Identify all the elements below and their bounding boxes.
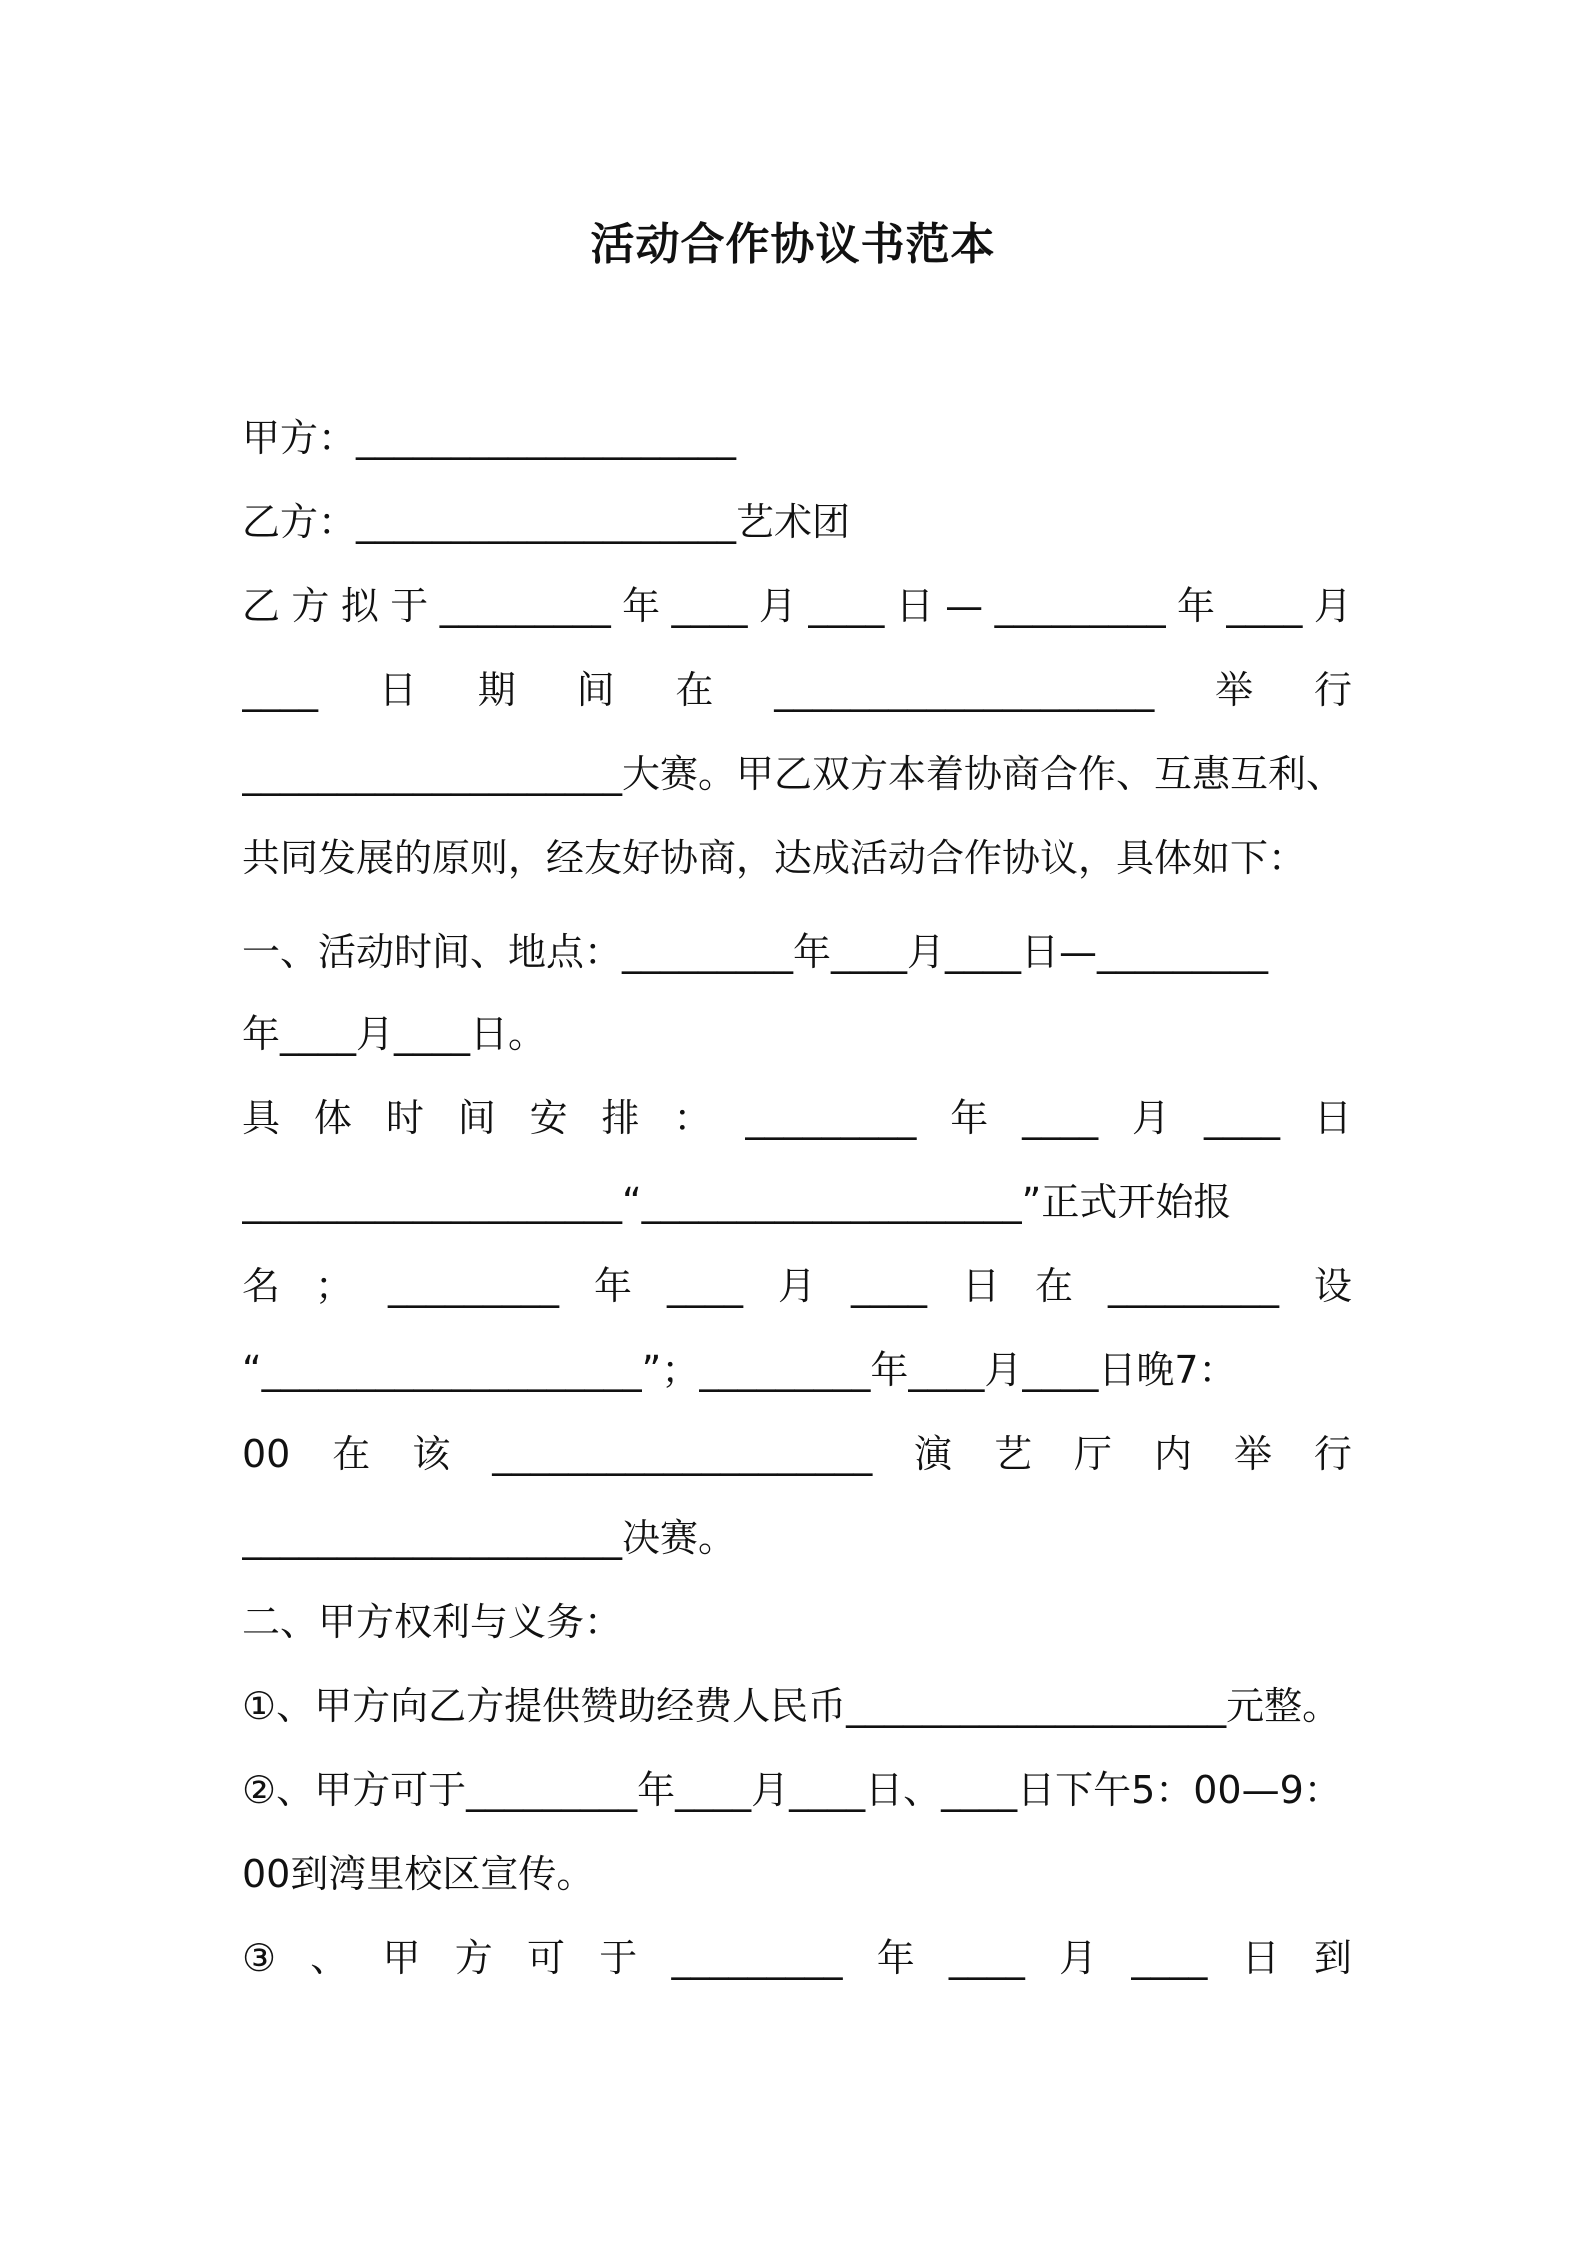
text-token: 于: [390, 584, 429, 628]
text-token: 于: [599, 1936, 638, 1980]
paragraph-line: 00到湾里校区宣传。: [242, 1852, 595, 1896]
text-token: _________: [745, 1096, 917, 1140]
text-token: 月: [758, 584, 797, 628]
text-token: ____________________: [774, 668, 1155, 712]
text-token: 体: [313, 1096, 352, 1140]
text-token: ：: [673, 1096, 712, 1140]
text-token: 演: [914, 1432, 953, 1476]
text-token: 日: [1313, 1096, 1352, 1140]
section-heading-line: 二、甲方权利与义务：: [242, 1600, 623, 1644]
text-token: 时: [385, 1096, 424, 1140]
text-token: 可: [527, 1936, 566, 1980]
text-token: 名: [242, 1264, 281, 1308]
party-b-line: 乙方：____________________艺术团: [242, 500, 851, 544]
text-token: ____: [948, 1936, 1025, 1980]
text-token: 年: [876, 1936, 915, 1980]
text-token: 排: [601, 1096, 640, 1140]
text-token: 月: [1059, 1936, 1098, 1980]
paragraph-line: 共同发展的原则，经友好协商，达成活动合作协议，具体如下：: [242, 836, 1307, 880]
text-token: 间: [457, 1096, 496, 1140]
text-token: _________: [439, 584, 611, 628]
paragraph-line: ②、甲方可于_________年____月____日、____日下午5：00—9：: [242, 1768, 1342, 1812]
text-token: 年: [622, 584, 661, 628]
text-token: ____: [242, 668, 318, 712]
paragraph-line: [242, 1090, 1352, 1146]
text-token: 日: [378, 668, 417, 712]
paragraph-line: [242, 1930, 1352, 1986]
text-token: ____: [850, 1264, 927, 1308]
text-token: 年: [950, 1096, 989, 1140]
text-token: 期: [477, 668, 516, 712]
text-token: 甲: [382, 1936, 421, 1980]
text-token: 月: [777, 1264, 816, 1308]
text-token: 方: [454, 1936, 493, 1980]
text-token: _________: [1107, 1264, 1279, 1308]
party-a-line: 甲方：____________________: [242, 416, 737, 460]
text-token: 、: [310, 1936, 349, 1980]
paragraph-line: 年____月____日。: [242, 1012, 547, 1056]
text-token: 艺: [994, 1432, 1033, 1476]
text-token: ____: [1131, 1936, 1208, 1980]
text-token: _________: [388, 1264, 559, 1308]
text-token: ____: [1226, 584, 1303, 628]
text-token: ____: [666, 1264, 743, 1308]
document-title: 活动合作协议书范本: [590, 219, 996, 270]
text-token: 年: [1176, 584, 1215, 628]
text-token: ；: [315, 1264, 354, 1308]
paragraph-line: “____________________”；_________年____月____日晚7：: [242, 1348, 1237, 1392]
text-token: 日: [895, 584, 934, 628]
text-token: ③: [242, 1936, 277, 1980]
paragraph-line: [242, 578, 1352, 634]
paragraph-line: [242, 1426, 1352, 1482]
text-token: 乙: [242, 584, 281, 628]
text-token: ____: [671, 584, 748, 628]
text-token: 月: [1313, 584, 1352, 628]
text-token: 内: [1154, 1432, 1193, 1476]
text-token: 行: [1313, 668, 1352, 712]
text-token: 在: [675, 668, 714, 712]
text-token: 举: [1233, 1432, 1272, 1476]
text-token: 月: [1132, 1096, 1171, 1140]
text-token: ____: [1203, 1096, 1280, 1140]
paragraph-line: ____________________“____________________”正式开始报: [242, 1180, 1232, 1224]
text-token: 方: [291, 584, 330, 628]
text-token: 设: [1313, 1264, 1352, 1308]
text-token: 00: [242, 1432, 291, 1476]
text-token: 拟: [340, 584, 379, 628]
text-token: ____: [1022, 1096, 1099, 1140]
text-token: 该: [412, 1432, 451, 1476]
text-token: _________: [994, 584, 1166, 628]
paragraph-line: ____________________决赛。: [242, 1516, 737, 1560]
text-token: 间: [576, 668, 615, 712]
paragraph-line: ①、甲方向乙方提供赞助经费人民币____________________元整。: [242, 1684, 1341, 1728]
text-token: 具: [242, 1096, 281, 1140]
text-token: ____: [808, 584, 885, 628]
text-token: 举: [1215, 668, 1254, 712]
text-token: —: [945, 584, 984, 628]
section-heading-line: 一、活动时间、地点：_________年____月____日—_________: [242, 930, 1269, 974]
text-token: ____________________: [492, 1432, 873, 1476]
paragraph-line: [242, 662, 1352, 718]
text-token: 年: [593, 1264, 632, 1308]
paragraph-line: [242, 1258, 1352, 1314]
text-token: 日: [1241, 1936, 1280, 1980]
text-token: 厅: [1074, 1432, 1113, 1476]
text-token: 行: [1313, 1432, 1352, 1476]
text-token: 日: [961, 1264, 1000, 1308]
text-token: 在: [1034, 1264, 1073, 1308]
text-token: 到: [1313, 1936, 1352, 1980]
paragraph-line: ____________________大赛。甲乙双方本着协商合作、互惠互利、: [242, 752, 1345, 796]
text-token: 安: [529, 1096, 568, 1140]
text-token: _________: [671, 1936, 843, 1980]
text-token: 在: [332, 1432, 371, 1476]
